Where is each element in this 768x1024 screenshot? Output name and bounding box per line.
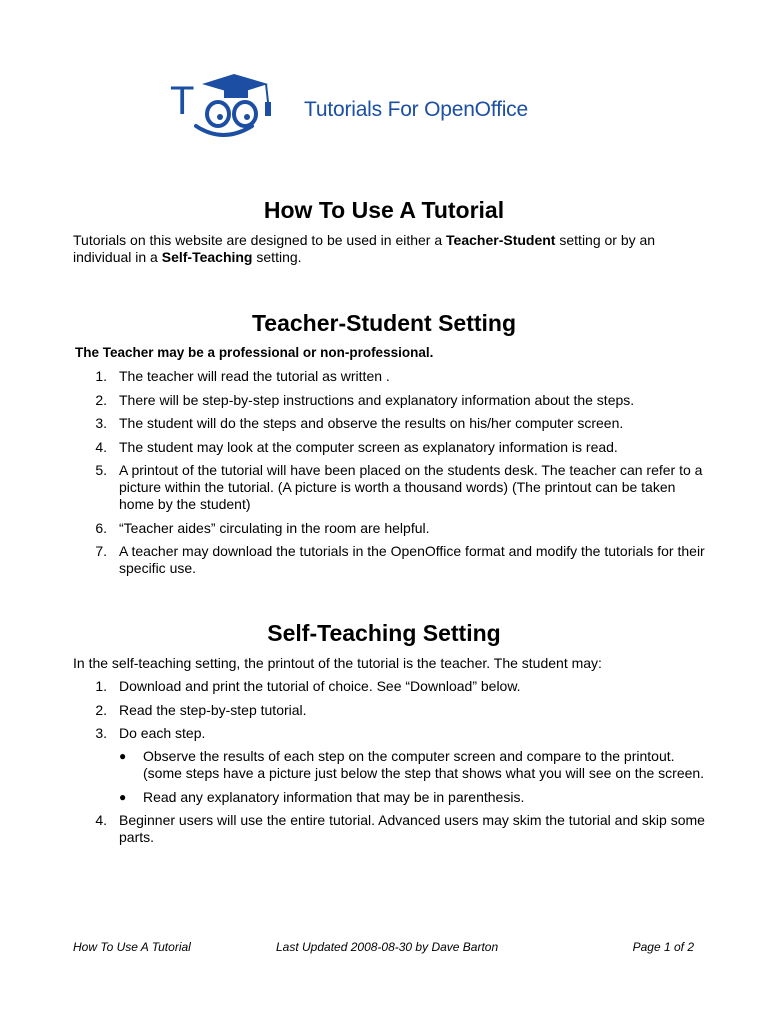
list-item-number: 5. xyxy=(95,462,107,478)
list-item-number: 4. xyxy=(95,438,107,455)
list-item-number: 4. xyxy=(95,812,107,828)
list-item xyxy=(73,812,713,846)
list-item-number: 2. xyxy=(95,701,107,718)
list-item xyxy=(73,702,713,719)
list-item xyxy=(73,392,713,409)
list-item-text: The student may look at the computer screen as explanatory information is read. xyxy=(119,438,618,455)
intro-paragraph xyxy=(73,232,713,266)
intro-text-3: setting. xyxy=(252,249,302,265)
list-item xyxy=(73,368,713,385)
brand-name: Tutorials For OpenOffice xyxy=(304,98,528,121)
sub-bullet-list xyxy=(119,748,713,806)
list-item-number: 1. xyxy=(95,678,107,694)
list-item-number: 6. xyxy=(95,519,107,536)
bullet-text: Read any explanatory information that may be in parenthesis. xyxy=(143,788,525,805)
list-item-text: “Teacher aides” circulating in the room are helpful. xyxy=(119,519,430,536)
self-teaching-heading: Self-Teaching Setting xyxy=(267,620,501,646)
footer-doc-title: How To Use A Tutorial xyxy=(73,940,191,954)
bullet-item xyxy=(119,789,713,806)
list-item xyxy=(73,439,713,456)
teacher-student-subheading: The Teacher may be a professional or non-professional. xyxy=(75,345,434,360)
list-item-text: The student will do the steps and observe the results on his/her computer screen. xyxy=(119,415,624,431)
teacher-student-list xyxy=(73,368,713,584)
bullet-text: Observe the results of each step on the computer screen and compare to the printout. (some steps have a picture just below the step that shows what you will see on the screen. xyxy=(143,748,705,781)
list-item xyxy=(73,462,713,513)
list-item-number: 7. xyxy=(95,543,107,559)
list-item-number: 1. xyxy=(95,368,107,384)
list-item-text: Beginner users will use the entire tutorial. Advanced users may skim the tutorial and skip some parts. xyxy=(119,812,705,845)
list-item xyxy=(73,415,713,432)
footer-last-updated: Last Updated 2008-08-30 by Dave Barton xyxy=(276,940,499,954)
intro-text-2: setting or by an individual in a xyxy=(73,232,656,265)
list-item xyxy=(73,520,713,537)
list-item xyxy=(73,543,713,577)
list-item-text: A teacher may download the tutorials in the OpenOffice format and modify the tutorials for their specific use. xyxy=(119,543,705,576)
list-item-text: Read the step-by-step tutorial. xyxy=(119,701,307,718)
logo-letter: T xyxy=(170,79,195,123)
self-teaching-intro: In the self-teaching setting, the printout of the tutorial is the teacher. The student may: xyxy=(73,655,602,671)
page-title: How To Use A Tutorial xyxy=(263,197,505,223)
list-item-number: 3. xyxy=(95,415,107,431)
self-teaching-list xyxy=(73,678,713,853)
bullet-dot-icon: ● xyxy=(119,749,127,763)
intro-bold-self-teaching: Self-Teaching xyxy=(161,249,253,265)
list-item xyxy=(73,725,713,806)
teacher-student-heading: Teacher-Student Setting xyxy=(251,310,517,336)
list-item-text: There will be step-by-step instructions and explanatory information about the steps. xyxy=(119,391,635,408)
footer-page-number: Page 1 of 2 xyxy=(632,940,694,954)
tutorials-logo xyxy=(168,70,288,140)
list-item xyxy=(73,678,713,695)
intro-text-1: Tutorials on this website are designed to be used in either a xyxy=(73,232,447,248)
intro-bold-teacher-student: Teacher-Student xyxy=(446,232,556,248)
bullet-item xyxy=(119,748,713,782)
list-item-number: 2. xyxy=(95,391,107,408)
list-item-text: Download and print the tutorial of choice. See “Download” below. xyxy=(119,678,521,694)
list-item-text: A printout of the tutorial will have been placed on the students desk. The teacher can refer to a picture within the tutorial. (A picture is worth a thousand words) (The printout can be taken home by the student) xyxy=(119,462,703,512)
list-item-number: 3. xyxy=(95,725,107,741)
list-item-text: The teacher will read the tutorial as written . xyxy=(119,368,390,384)
bullet-dot-icon: ● xyxy=(119,789,127,804)
list-item-text: Do each step. xyxy=(119,725,206,741)
